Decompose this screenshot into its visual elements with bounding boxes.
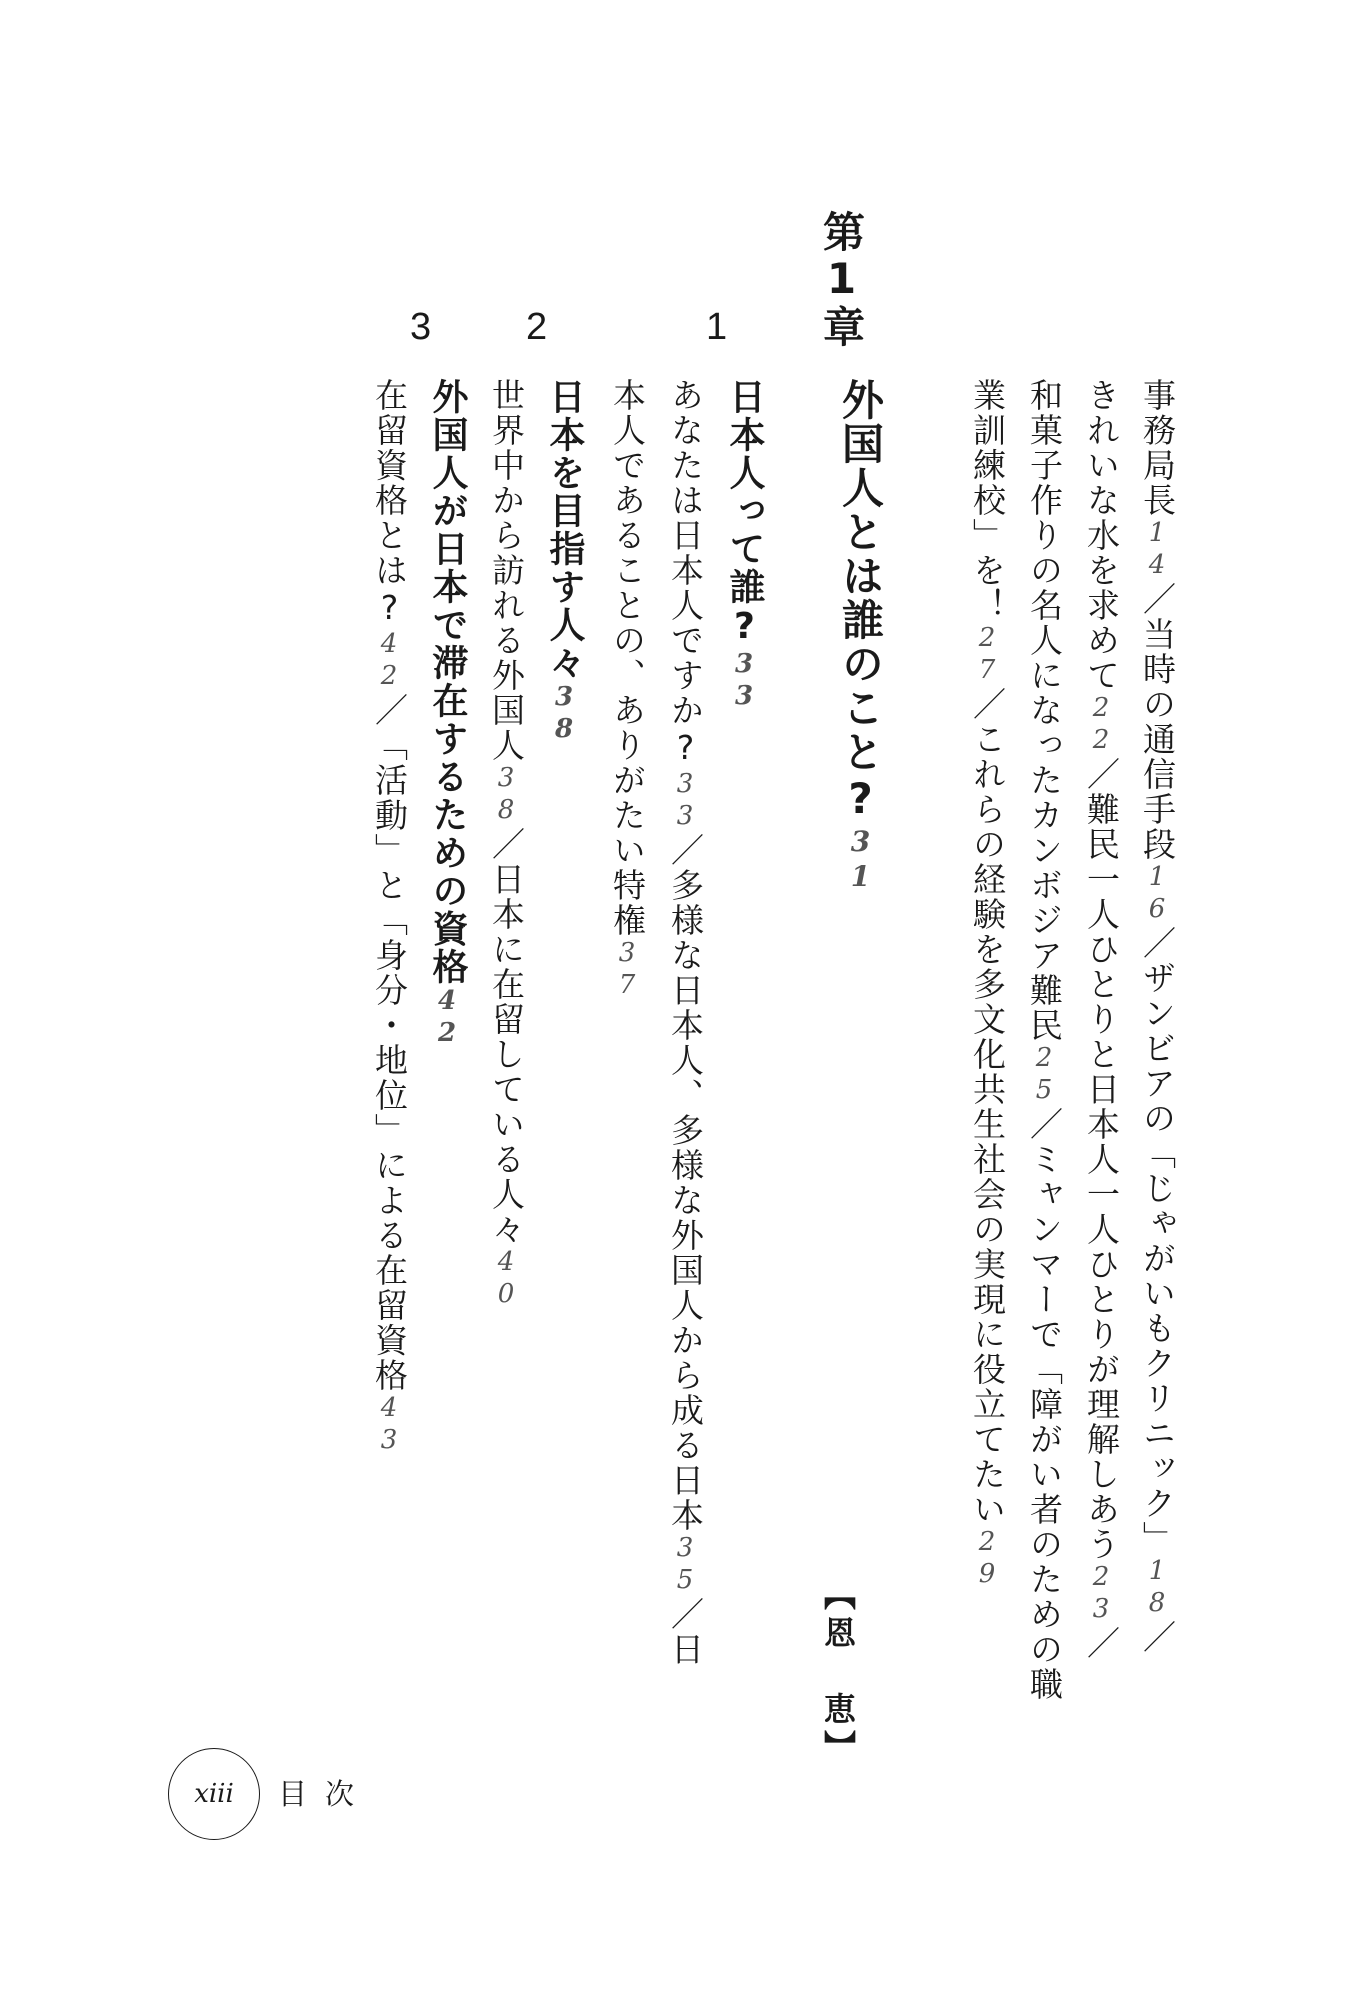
page-number: 29 — [972, 1527, 1002, 1591]
section-title-text: 日本を目指す人々 — [544, 378, 585, 682]
toc-text: 在留資格とは? — [370, 378, 409, 629]
section-page: 38 — [549, 682, 579, 746]
chapter-title — [820, 378, 900, 895]
toc-text: 本人であることの、ありがたい特権 — [608, 378, 647, 938]
toc-text: 事務局長 — [1138, 378, 1177, 518]
chapter-label: 第1章 — [817, 210, 866, 349]
page-number: 23 — [1086, 1562, 1116, 1626]
chapter-title-text: 外国人とは誰のこと? — [836, 378, 885, 825]
chapter-page: 31 — [844, 825, 877, 895]
page-number: 37 — [612, 938, 642, 1002]
page-number: 16 — [1142, 862, 1172, 926]
running-head: 目次 — [278, 1777, 373, 1811]
section-number: 3 — [410, 306, 432, 348]
toc-text: ／難民一人ひとりと日本人一人ひとりが理解しあう — [1082, 757, 1121, 1562]
toc-text: 世界中から訪れる外国人 — [487, 378, 526, 763]
section-number: 1 — [706, 306, 728, 348]
toc-text: ／日本に在留している人々 — [487, 827, 526, 1247]
toc-line — [948, 378, 1026, 1591]
toc-text: 業訓練校」を！ — [968, 378, 1007, 623]
toc-text: ／日 — [666, 1597, 705, 1667]
page-number: 14 — [1142, 518, 1172, 582]
page-number: 27 — [972, 623, 1002, 687]
page-number: 38 — [491, 763, 521, 827]
toc-text: ／ — [1138, 1620, 1177, 1655]
toc-text: ／当時の通信手段 — [1138, 582, 1177, 862]
toc-text: ／ミャンマーで「障がい者のための職 — [1025, 1107, 1064, 1702]
section-title-text: 外国人が日本で滞在するための資格 — [427, 378, 468, 986]
page-number: 33 — [670, 769, 700, 833]
section-page: 33 — [729, 649, 759, 713]
section-number: 2 — [526, 306, 548, 348]
toc-text: きれいな水を求めて — [1082, 378, 1121, 693]
page-number: 25 — [1029, 1043, 1059, 1107]
page-number: 40 — [491, 1247, 521, 1311]
toc-text: あなたは日本人ですか? — [666, 378, 705, 769]
page-number: 43 — [374, 1393, 404, 1457]
toc-text: ／「活動」と「身分・地位」による在留資格 — [370, 693, 409, 1393]
toc-text: ／ザンビアの「じゃがいもクリニック」 — [1138, 926, 1177, 1556]
chapter-author: 【恩 恵】 — [819, 1578, 857, 1768]
section-page: 42 — [432, 986, 462, 1050]
page-number: 42 — [374, 629, 404, 693]
toc-text: ／これらの経験を多文化共生社会の実現に役立てたい — [968, 687, 1007, 1527]
section-title-text: 日本人って誰? — [724, 378, 765, 649]
page-number: 22 — [1086, 693, 1116, 757]
subsection-line — [350, 378, 428, 1457]
page-number: 18 — [1142, 1556, 1172, 1620]
toc-text: ／ — [1082, 1626, 1121, 1661]
folio-page-number: xiii — [194, 1779, 234, 1809]
toc-text: 和菓子作りの名人になったカンボジア難民 — [1025, 378, 1064, 1043]
toc-text: ／多様な日本人、多様な外国人から成る日本 — [666, 833, 705, 1533]
folio-circle — [168, 1748, 260, 1840]
page-number: 35 — [670, 1533, 700, 1597]
